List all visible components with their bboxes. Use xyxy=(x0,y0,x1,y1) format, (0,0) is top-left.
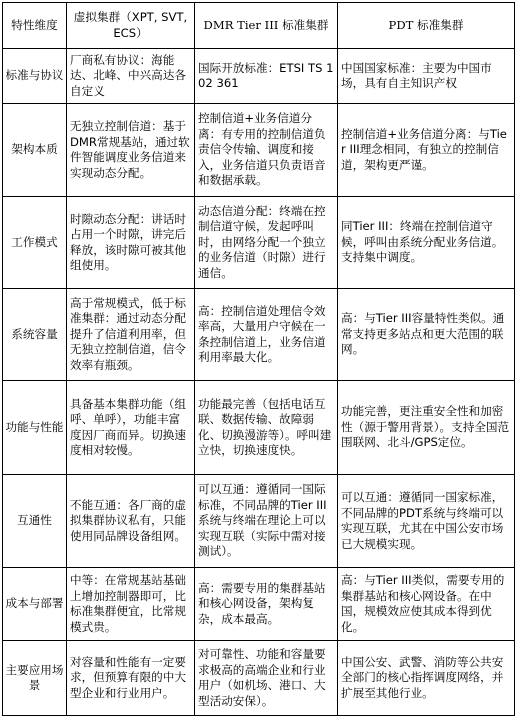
cell-pdt: 可以互通：遵循同一国家标准，不同品牌的PDT系统与终端可以实现互联，尤其在中国公安市场已大规模实现。 xyxy=(338,475,515,568)
table-row xyxy=(3,49,515,104)
cell-pdt: 控制信道+业务信道分离：与Tier III理念相同，有独立的控制信道，架构更严谨。 xyxy=(338,104,515,197)
cell-virtual: 中等：在常规基站基础上增加控制器即可，比标准集群便宜，比常规模式贵。 xyxy=(67,568,195,641)
cell-virtual: 对容量和性能有一定要求，但预算有限的中大型企业和行业用户。 xyxy=(67,641,195,716)
comparison-table xyxy=(2,2,515,716)
cell-dmr: 可以互通：遵循同一国际标准，不同品牌的Tier III系统与终端在理论上可以实现互联（实际中需对接测试）。 xyxy=(195,475,338,568)
row-feature-label: 互通性 xyxy=(3,475,67,568)
row-feature-label: 架构本质 xyxy=(3,104,67,197)
cell-dmr: 对可靠性、功能和容量要求极高的高端企业和行业用户（如机场、港口、大型活动安保）。 xyxy=(195,641,338,716)
header-virtual-cluster: 虚拟集群（XPT, SVT, ECS） xyxy=(67,3,195,49)
row-feature-label: 工作模式 xyxy=(3,197,67,289)
header-dmr-tier3: DMR Tier III 标准集群 xyxy=(195,3,338,49)
cell-virtual: 具备基本集群功能（组呼、单呼），功能丰富度因厂商而异。切换速度相对较慢。 xyxy=(67,381,195,475)
cell-dmr: 功能最完善（包括电话互联、数据传输、故障弱化、切换漫游等）。呼叫建立快，切换速度快。 xyxy=(195,381,338,475)
table-row xyxy=(3,104,515,197)
cell-dmr: 控制信道+业务信道分离：有专用的控制信道负责信令传输、调度和接入，业务信道只负责语音和数据承载。 xyxy=(195,104,338,197)
cell-pdt: 同Tier III：终端在控制信道守候，呼叫由系统分配业务信道。支持集中调度。 xyxy=(338,197,515,289)
cell-dmr: 高：控制信道处理信令效率高，大量用户守候在一条控制信道上，业务信道利用率最大化。 xyxy=(195,289,338,381)
cell-pdt: 功能完善，更注重安全性和加密性（源于警用背景）。支持全国范围联网、北斗/GPS定位。 xyxy=(338,381,515,475)
cell-pdt: 高：与Tier III类似，需要专用的集群基站和核心网设备。在中国，规模效应使其成本得到优化。 xyxy=(338,568,515,641)
cell-virtual: 不能互通：各厂商的虚拟集群协议私有，只能使用同品牌设备组网。 xyxy=(67,475,195,568)
cell-dmr: 动态信道分配：终端在控制信道守候，发起呼叫时，由网络分配一个独立的业务信道（时隙）进行通信。 xyxy=(195,197,338,289)
cell-dmr: 高：需要专用的集群基站和核心网设备，架构复杂，成本最高。 xyxy=(195,568,338,641)
table-row xyxy=(3,475,515,568)
table-row xyxy=(3,641,515,716)
table-row xyxy=(3,381,515,475)
header-row xyxy=(3,3,515,49)
row-feature-label: 功能与性能 xyxy=(3,381,67,475)
cell-pdt: 高：与Tier III容量特性类似。通常支持更多站点和更大范围的联网。 xyxy=(338,289,515,381)
header-feature: 特性维度 xyxy=(3,3,67,49)
cell-dmr: 国际开放标准：ETSI TS 102 361 xyxy=(195,49,338,104)
cell-pdt: 中国国家标准：主要为中国市场，具有自主知识产权 xyxy=(338,49,515,104)
cell-virtual: 无独立控制信道：基于DMR常规基站，通过软件智能调度业务信道来实现动态分配。 xyxy=(67,104,195,197)
row-feature-label: 系统容量 xyxy=(3,289,67,381)
row-feature-label: 主要应用场景 xyxy=(3,641,67,716)
cell-virtual: 厂商私有协议：海能达、北峰、中兴高达各自定义 xyxy=(67,49,195,104)
header-pdt: PDT 标准集群 xyxy=(338,3,515,49)
cell-virtual: 时隙动态分配：讲话时占用一个时隙，讲完后释放，该时隙可被其他组使用。 xyxy=(67,197,195,289)
table-row xyxy=(3,197,515,289)
cell-virtual: 高于常规模式，低于标准集群：通过动态分配提升了信道利用率，但无独立控制信道，信令效率有瓶颈。 xyxy=(67,289,195,381)
cell-pdt: 中国公安、武警、消防等公共安全部门的核心指挥调度网络，并扩展至其他行业。 xyxy=(338,641,515,716)
table-row xyxy=(3,289,515,381)
row-feature-label: 成本与部署 xyxy=(3,568,67,641)
row-feature-label: 标准与协议 xyxy=(3,49,67,104)
table-row xyxy=(3,568,515,641)
